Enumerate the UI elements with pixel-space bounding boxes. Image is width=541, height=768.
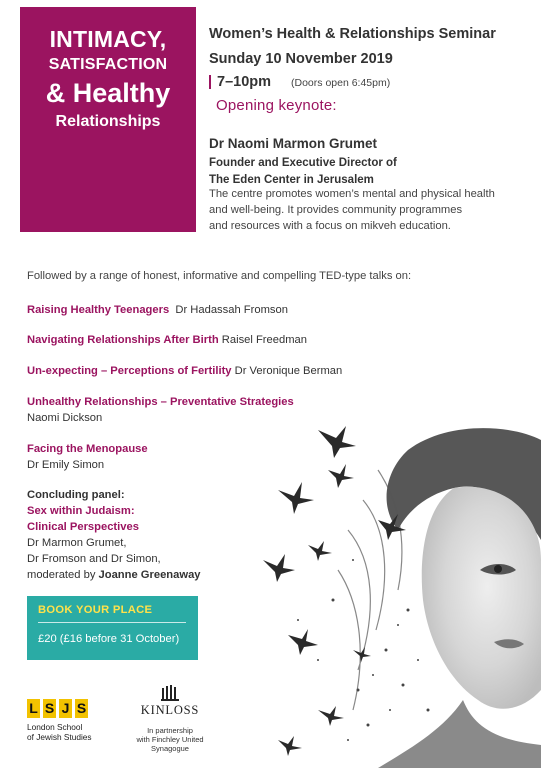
talk-title: Facing the Menopause (27, 443, 148, 455)
lsjs-name-line-1: London School (27, 722, 83, 732)
lsjs-letter: J (59, 699, 72, 718)
seminar-title: Women’s Health & Relationships Seminar (209, 26, 496, 42)
title-line-4: Relationships (55, 113, 161, 130)
lsjs-name-line-2: of Jewish Studies (27, 732, 92, 742)
bird (278, 482, 314, 514)
title-box (20, 7, 196, 232)
panel-moderator-line (27, 567, 267, 583)
talk-item (27, 441, 148, 473)
keynote-speaker-description (209, 186, 534, 234)
partnership-line-1: In partnership (147, 726, 193, 735)
moderated-by-label: moderated by (27, 569, 96, 581)
talk-item (27, 363, 342, 379)
bird (353, 647, 371, 662)
kinloss-partnership (120, 726, 220, 753)
talk-speaker: Naomi Dickson (27, 412, 103, 424)
talk-speaker: Raisel Freedman (221, 334, 307, 346)
talk-title: Unhealthy Relationships – Preventative Strategies (27, 396, 294, 408)
kinloss-logo (120, 685, 220, 753)
speaker-desc-line-2: and well-being. It provides community programmes (209, 204, 463, 216)
speaker-role-line-2: The Eden Center in Jerusalem (209, 174, 374, 186)
lsjs-letter: S (44, 700, 55, 716)
talk-speaker: Dr Veronique Berman (234, 365, 343, 377)
ticket-price: £20 (£16 before 31 October) (38, 633, 180, 645)
bird (263, 554, 295, 582)
panel-title-line-2: Clinical Perspectives (27, 521, 139, 533)
partnership-line-2: with Finchley United (136, 735, 204, 744)
bird (278, 736, 302, 756)
talk-item (27, 302, 288, 318)
kinloss-name: KINLOSS (140, 703, 200, 717)
title-line-1: INTIMACY, (49, 26, 167, 52)
talk-speaker: Dr Emily Simon (27, 459, 105, 471)
talk-item (27, 332, 307, 348)
keynote-speaker-role (209, 155, 529, 189)
bird (318, 426, 356, 458)
speaker-desc-line-1: The centre promotes women’s mental and physical health (209, 188, 495, 200)
speaker-desc-line-3: and resources with a focus on mikveh education. (209, 220, 451, 232)
panel-heading: Concluding panel: (27, 489, 125, 501)
speaker-role-line-1: Founder and Executive Director of (209, 157, 397, 169)
title-line-2: SATISFACTION (48, 56, 168, 73)
lsjs-name (27, 722, 107, 742)
panel-title-line-1: Sex within Judaism: (27, 505, 135, 517)
doors-open-note: (Doors open 6:45pm) (291, 77, 391, 89)
talk-title: Raising Healthy Teenagers (27, 304, 170, 316)
neck-shoulder-shape (378, 700, 541, 768)
time-row (209, 74, 390, 90)
partnership-line-3: Synagogue (151, 744, 189, 753)
lsjs-letter: S (76, 700, 87, 716)
bird-flock (263, 426, 406, 756)
talk-title: Navigating Relationships After Birth (27, 334, 219, 346)
book-your-place-box[interactable] (27, 596, 198, 660)
face-shape (422, 487, 541, 709)
talks-intro: Followed by a range of honest, informative and compelling TED-type talks on: (27, 270, 412, 282)
event-time: 7–10pm (217, 74, 272, 90)
lsjs-logo (27, 699, 107, 742)
woman-and-birds-artwork (258, 410, 541, 768)
panel-speakers-line-2: Dr Fromson and Dr Simon, (27, 553, 161, 565)
title-line-3: & Healthy (45, 78, 171, 108)
lsjs-letter-blocks (27, 699, 107, 718)
talk-speaker: Dr Hadassah Fromson (175, 304, 288, 316)
pupil (494, 565, 502, 573)
bird (308, 541, 332, 561)
keynote-label: Opening keynote: (216, 97, 337, 114)
bird (288, 629, 318, 655)
lsjs-letter: L (27, 699, 40, 718)
time-accent-bar (209, 75, 211, 89)
keynote-speaker-name: Dr Naomi Marmon Grumet (209, 136, 378, 151)
panel-speakers-line-1: Dr Marmon Grumet, (27, 537, 127, 549)
event-date: Sunday 10 November 2019 (209, 51, 393, 67)
talk-item (27, 394, 294, 426)
concluding-panel (27, 487, 267, 583)
bird (328, 464, 354, 488)
booking-divider (38, 622, 186, 623)
kinloss-emblem-icon (161, 685, 179, 701)
talk-title: Un-expecting – Perceptions of Fertility (27, 365, 232, 377)
bird (318, 706, 344, 726)
moderator-name: Joanne Greenaway (98, 569, 201, 581)
book-your-place-label[interactable]: BOOK YOUR PLACE (38, 604, 153, 616)
